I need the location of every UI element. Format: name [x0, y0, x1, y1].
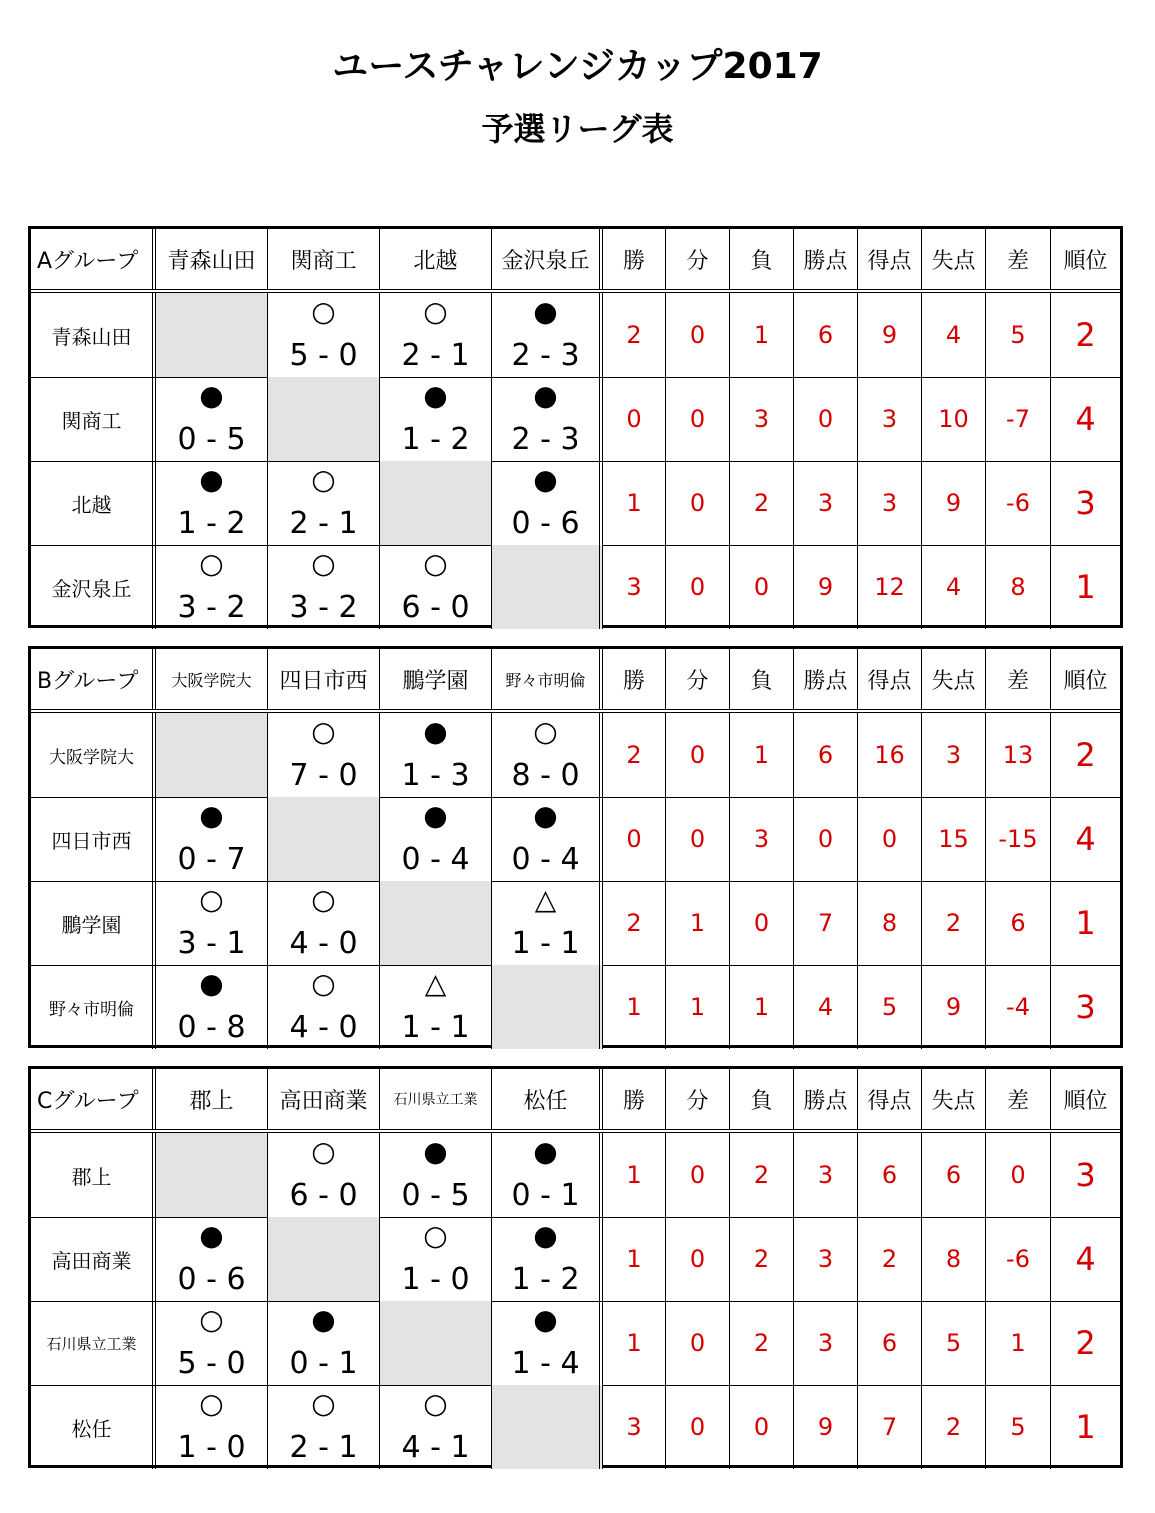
rank-value: 1 [1075, 568, 1096, 606]
match-score: 2 - 1 [289, 506, 358, 541]
header-row [31, 649, 1120, 709]
stat-value: 9 [794, 1385, 858, 1469]
result-mark: ○ [311, 883, 336, 916]
stat-value: 2 [922, 881, 986, 965]
column-stat-header: 負 [730, 1069, 794, 1129]
match-score: 4 - 0 [289, 1010, 358, 1045]
stat-value: 4 [794, 965, 858, 1049]
match-result [268, 1133, 380, 1217]
stat-value: 1 [603, 1133, 666, 1217]
match-result [156, 965, 268, 1049]
stat-value: 2 [603, 881, 666, 965]
stat-value: 1 [603, 1301, 666, 1385]
stat-value: 9 [794, 545, 858, 629]
stat-value: 0 [666, 1217, 730, 1301]
result-mark: ○ [311, 295, 336, 328]
match-result [156, 461, 268, 545]
result-mark: ○ [199, 1303, 224, 1336]
match-result [156, 377, 268, 461]
match-score: 1 - 3 [401, 758, 470, 793]
column-stat-header: 勝 [603, 229, 666, 289]
page-subtitle: 予選リーグ表 [481, 110, 674, 148]
match-score: 0 - 1 [511, 1178, 580, 1213]
column-stat-header: 順位 [1063, 248, 1108, 274]
column-team-header: 高田商業 [268, 1069, 380, 1129]
result-mark: ○ [199, 1387, 224, 1420]
stat-value: 5 [986, 1385, 1051, 1469]
stat-value: 1 [666, 965, 730, 1049]
column-team-header: 関商工 [268, 229, 380, 289]
result-mark: ○ [311, 463, 336, 496]
stat-value: 5 [858, 965, 922, 1049]
result-mark: ○ [199, 547, 224, 580]
rank-value: 4 [1075, 820, 1096, 858]
stat-value: 6 [858, 1133, 922, 1217]
column-stat-header: 分 [666, 649, 730, 709]
match-score: 3 - 2 [177, 590, 246, 625]
column-stat-header: 勝点 [794, 1069, 858, 1129]
column-stat-header: 負 [730, 649, 794, 709]
match-result [380, 1133, 492, 1217]
rank-value: 4 [1075, 400, 1096, 438]
result-mark: △ [424, 967, 447, 1000]
stat-value: 0 [794, 377, 858, 461]
stat-value: 13 [986, 713, 1051, 797]
table-row [31, 1301, 1120, 1385]
stat-value: -7 [986, 377, 1051, 461]
column-stat-header: 分 [666, 229, 730, 289]
match-result [380, 797, 492, 881]
stat-value: 6 [794, 713, 858, 797]
match-result [156, 797, 268, 881]
table-row [31, 1385, 1120, 1469]
result-mark: ● [533, 379, 558, 412]
stat-value: 0 [730, 1385, 794, 1469]
stat-value: 3 [794, 1301, 858, 1385]
stat-value: 7 [858, 1385, 922, 1469]
stat-value: 0 [666, 377, 730, 461]
stat-value: 0 [666, 1385, 730, 1469]
match-score: 2 - 3 [511, 422, 580, 457]
result-mark: ● [199, 967, 224, 1000]
stat-value: 0 [666, 1133, 730, 1217]
result-mark: ○ [423, 1219, 448, 1252]
stat-value: 0 [730, 545, 794, 629]
stat-value: 6 [794, 293, 858, 377]
stat-value: -15 [986, 797, 1051, 881]
self-match-cell [156, 1133, 268, 1217]
match-score: 4 - 1 [401, 1430, 470, 1465]
rank-value: 2 [1075, 1324, 1096, 1362]
match-result [380, 1385, 492, 1469]
rank-value: 3 [1075, 1156, 1096, 1194]
stat-value: 3 [730, 797, 794, 881]
match-result [156, 1217, 268, 1301]
stat-value: 8 [922, 1217, 986, 1301]
match-result [492, 461, 603, 545]
column-team-header: 北越 [380, 229, 492, 289]
match-result [268, 881, 380, 965]
stat-value: 4 [922, 293, 986, 377]
stat-value: 2 [730, 461, 794, 545]
rank-value: 1 [1075, 1408, 1096, 1446]
column-team-header: 青森山田 [156, 229, 268, 289]
self-match-cell [380, 1301, 492, 1385]
match-score: 3 - 1 [177, 926, 246, 961]
match-score: 0 - 1 [289, 1346, 358, 1381]
stat-value: 6 [858, 1301, 922, 1385]
column-team-header: 大阪学院大 [156, 649, 268, 709]
header-row [31, 229, 1120, 289]
match-result [492, 713, 603, 797]
stat-value: 9 [922, 461, 986, 545]
stat-value: 2 [730, 1301, 794, 1385]
stat-value: 0 [986, 1133, 1051, 1217]
match-score: 0 - 5 [177, 422, 246, 457]
stat-value: 2 [603, 713, 666, 797]
stat-value: 1 [666, 881, 730, 965]
match-score: 5 - 0 [177, 1346, 246, 1381]
group-label: Bグループ [31, 649, 156, 709]
table-row [31, 1133, 1120, 1217]
stat-value: 1 [603, 461, 666, 545]
table-row [31, 545, 1120, 629]
match-result [268, 293, 380, 377]
match-result [492, 1217, 603, 1301]
row-team-name: 石川県立工業 [31, 1301, 156, 1385]
column-team-header: 郡上 [156, 1069, 268, 1129]
stat-value: -6 [986, 461, 1051, 545]
stat-value: 5 [986, 293, 1051, 377]
column-team-header: 松任 [492, 1069, 603, 1129]
stat-value: 3 [858, 461, 922, 545]
match-result [380, 377, 492, 461]
stat-value: 0 [666, 461, 730, 545]
match-result [380, 1217, 492, 1301]
match-result [156, 545, 268, 629]
column-stat-header: 失点 [922, 229, 986, 289]
stat-value: 2 [730, 1133, 794, 1217]
match-score: 0 - 4 [401, 842, 470, 877]
result-mark: ● [423, 1135, 448, 1168]
rank-value: 2 [1075, 316, 1096, 354]
table-row [31, 461, 1120, 545]
stat-value: 1 [730, 713, 794, 797]
stat-value: 10 [922, 377, 986, 461]
row-team-name: 北越 [31, 461, 156, 545]
match-score: 1 - 2 [401, 422, 470, 457]
result-mark: ● [423, 379, 448, 412]
stat-value: 2 [603, 293, 666, 377]
match-result [492, 1301, 603, 1385]
stat-value: 1 [730, 293, 794, 377]
column-stat-header: 順位 [1063, 668, 1108, 694]
stat-value: 12 [858, 545, 922, 629]
row-team-name: 青森山田 [31, 293, 156, 377]
result-mark: △ [534, 883, 557, 916]
result-mark: ○ [311, 1387, 336, 1420]
self-match-cell [156, 293, 268, 377]
result-mark: ○ [533, 715, 558, 748]
column-stat-header: 勝点 [794, 229, 858, 289]
stat-value: 0 [666, 713, 730, 797]
match-score: 0 - 6 [177, 1262, 246, 1297]
match-score: 4 - 0 [289, 926, 358, 961]
column-stat-header: 勝点 [794, 649, 858, 709]
match-result [268, 1301, 380, 1385]
result-mark: ● [533, 463, 558, 496]
stat-value: 3 [603, 545, 666, 629]
match-score: 8 - 0 [511, 758, 580, 793]
row-team-name: 金沢泉丘 [31, 545, 156, 629]
column-team-header: 野々市明倫 [492, 649, 603, 709]
row-team-name: 関商工 [31, 377, 156, 461]
column-team-header: 金沢泉丘 [492, 229, 603, 289]
table-row [31, 1217, 1120, 1301]
stat-value: 5 [922, 1301, 986, 1385]
match-score: 0 - 7 [177, 842, 246, 877]
rank-value: 1 [1075, 904, 1096, 942]
stat-value: 0 [794, 797, 858, 881]
match-score: 2 - 1 [401, 338, 470, 373]
stat-value: 3 [922, 713, 986, 797]
match-score: 1 - 4 [511, 1346, 580, 1381]
match-result [492, 881, 603, 965]
match-score: 3 - 2 [289, 590, 358, 625]
match-result [268, 713, 380, 797]
stat-value: 0 [858, 797, 922, 881]
column-stat-header: 得点 [858, 229, 922, 289]
stat-value: 8 [858, 881, 922, 965]
row-team-name: 高田商業 [31, 1217, 156, 1301]
stat-value: -6 [986, 1217, 1051, 1301]
match-result [268, 965, 380, 1049]
group-label: Aグループ [31, 229, 156, 289]
stat-value: 1 [603, 1217, 666, 1301]
group-table-a [28, 226, 1123, 628]
table-row [31, 881, 1120, 965]
result-mark: ● [533, 295, 558, 328]
match-result [492, 293, 603, 377]
row-team-name: 松任 [31, 1385, 156, 1469]
table-row [31, 965, 1120, 1049]
table-row [31, 713, 1120, 797]
header-row [31, 1069, 1120, 1129]
result-mark: ● [533, 1219, 558, 1252]
stat-value: 4 [922, 545, 986, 629]
column-stat-header: 差 [986, 649, 1051, 709]
stat-value: 15 [922, 797, 986, 881]
result-mark: ○ [199, 883, 224, 916]
stat-value: 7 [794, 881, 858, 965]
result-mark: ○ [311, 547, 336, 580]
self-match-cell [268, 797, 380, 881]
match-result [380, 713, 492, 797]
table-row [31, 293, 1120, 377]
group-table-b [28, 646, 1123, 1048]
column-stat-header: 負 [730, 229, 794, 289]
stat-value: 3 [603, 1385, 666, 1469]
stat-value: -4 [986, 965, 1051, 1049]
match-score: 0 - 5 [401, 1178, 470, 1213]
row-team-name: 鵬学園 [31, 881, 156, 965]
column-stat-header: 勝 [603, 649, 666, 709]
match-result [156, 1385, 268, 1469]
match-result [492, 1133, 603, 1217]
column-stat-header: 差 [986, 1069, 1051, 1129]
column-stat-header: 失点 [922, 1069, 986, 1129]
result-mark: ○ [423, 1387, 448, 1420]
match-score: 5 - 0 [289, 338, 358, 373]
result-mark: ○ [423, 295, 448, 328]
rank-value: 3 [1075, 988, 1096, 1026]
match-score: 2 - 1 [289, 1430, 358, 1465]
stat-value: 6 [986, 881, 1051, 965]
self-match-cell [268, 377, 380, 461]
result-mark: ○ [423, 547, 448, 580]
match-result [380, 965, 492, 1049]
table-row [31, 797, 1120, 881]
result-mark: ○ [311, 967, 336, 1000]
result-mark: ● [199, 463, 224, 496]
match-score: 7 - 0 [289, 758, 358, 793]
result-mark: ● [533, 1303, 558, 1336]
self-match-cell [380, 461, 492, 545]
self-match-cell [156, 713, 268, 797]
result-mark: ● [199, 1219, 224, 1252]
group-table-c [28, 1066, 1123, 1468]
result-mark: ○ [311, 715, 336, 748]
stat-value: 3 [858, 377, 922, 461]
match-result [268, 545, 380, 629]
match-result [380, 293, 492, 377]
match-score: 2 - 3 [511, 338, 580, 373]
stat-value: 2 [730, 1217, 794, 1301]
self-match-cell [492, 965, 603, 1049]
stat-value: 3 [730, 377, 794, 461]
column-stat-header: 順位 [1063, 1088, 1108, 1114]
match-score: 6 - 0 [401, 590, 470, 625]
result-mark: ● [533, 799, 558, 832]
stat-value: 6 [922, 1133, 986, 1217]
match-score: 1 - 0 [401, 1262, 470, 1297]
stat-value: 3 [794, 461, 858, 545]
match-result [268, 1385, 380, 1469]
stat-value: 0 [730, 881, 794, 965]
column-stat-header: 得点 [858, 649, 922, 709]
row-team-name: 野々市明倫 [31, 965, 156, 1049]
result-mark: ● [199, 379, 224, 412]
stat-value: 0 [603, 377, 666, 461]
match-result [156, 1301, 268, 1385]
stat-value: 3 [794, 1217, 858, 1301]
row-team-name: 大阪学院大 [31, 713, 156, 797]
match-score: 0 - 4 [511, 842, 580, 877]
stat-value: 1 [730, 965, 794, 1049]
rank-value: 2 [1075, 736, 1096, 774]
stat-value: 2 [858, 1217, 922, 1301]
stat-value: 1 [986, 1301, 1051, 1385]
stat-value: 0 [666, 545, 730, 629]
result-mark: ● [311, 1303, 336, 1336]
stat-value: 0 [603, 797, 666, 881]
stat-value: 0 [666, 1301, 730, 1385]
match-score: 6 - 0 [289, 1178, 358, 1213]
column-stat-header: 失点 [922, 649, 986, 709]
stat-value: 16 [858, 713, 922, 797]
match-result [380, 545, 492, 629]
match-result [492, 377, 603, 461]
match-score: 1 - 2 [511, 1262, 580, 1297]
self-match-cell [492, 545, 603, 629]
match-result [156, 881, 268, 965]
match-score: 0 - 8 [177, 1010, 246, 1045]
result-mark: ● [423, 715, 448, 748]
rank-value: 3 [1075, 484, 1096, 522]
stat-value: 0 [666, 797, 730, 881]
stat-value: 2 [922, 1385, 986, 1469]
stat-value: 0 [666, 293, 730, 377]
self-match-cell [380, 881, 492, 965]
column-stat-header: 分 [666, 1069, 730, 1129]
match-result [268, 461, 380, 545]
page-title: ユースチャレンジカップ2017 [332, 46, 823, 87]
column-team-header: 石川県立工業 [380, 1069, 492, 1129]
stat-value: 8 [986, 545, 1051, 629]
row-team-name: 郡上 [31, 1133, 156, 1217]
result-mark: ● [533, 1135, 558, 1168]
stat-value: 9 [922, 965, 986, 1049]
table-row [31, 377, 1120, 461]
result-mark: ○ [311, 1135, 336, 1168]
match-score: 0 - 6 [511, 506, 580, 541]
match-score: 1 - 1 [511, 926, 580, 961]
column-stat-header: 得点 [858, 1069, 922, 1129]
result-mark: ● [199, 799, 224, 832]
column-stat-header: 差 [986, 229, 1051, 289]
column-stat-header: 勝 [603, 1069, 666, 1129]
match-score: 1 - 2 [177, 506, 246, 541]
result-mark: ● [423, 799, 448, 832]
match-score: 1 - 1 [401, 1010, 470, 1045]
match-score: 1 - 0 [177, 1430, 246, 1465]
rank-value: 4 [1075, 1240, 1096, 1278]
match-result [492, 797, 603, 881]
column-team-header: 鵬学園 [380, 649, 492, 709]
row-team-name: 四日市西 [31, 797, 156, 881]
self-match-cell [492, 1385, 603, 1469]
group-label: Cグループ [31, 1069, 156, 1129]
stat-value: 1 [603, 965, 666, 1049]
column-team-header: 四日市西 [268, 649, 380, 709]
self-match-cell [268, 1217, 380, 1301]
stat-value: 3 [794, 1133, 858, 1217]
stat-value: 9 [858, 293, 922, 377]
